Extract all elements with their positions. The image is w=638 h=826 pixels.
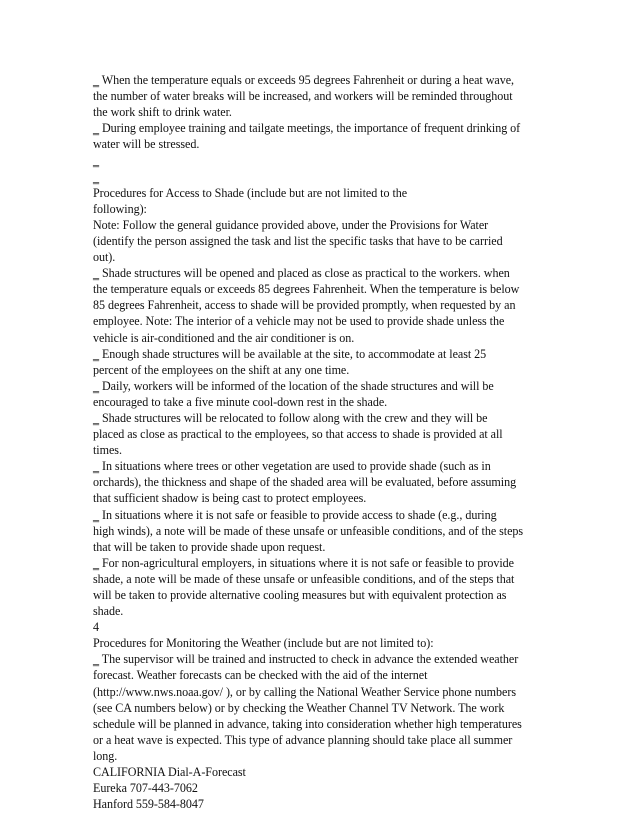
text-line: shade. xyxy=(93,604,124,619)
text-line: long. xyxy=(93,748,118,763)
text-line: ‗ xyxy=(93,153,99,168)
text-line: Eureka 707-443-7062 xyxy=(93,781,198,796)
text-line: placed as close as practical to the employees, so that access to shade is provided at all xyxy=(93,427,503,442)
text-line: Hanford 559-584-8047 xyxy=(93,797,204,812)
text-line: that will be taken to provide shade upon request. xyxy=(93,539,326,554)
text-line: ‗ The supervisor will be trained and instructed to check in advance the extended weather xyxy=(93,652,519,667)
text-line: Note: Follow the general guidance provided above, under the Provisions for Water xyxy=(93,217,489,232)
text-line: encouraged to take a five minute cool-down rest in the shade. xyxy=(93,394,388,409)
text-line: (identify the person assigned the task and list the specific tasks that have to be carried xyxy=(93,233,503,248)
text-line: 4 xyxy=(93,620,99,635)
text-line: ‗ xyxy=(93,169,99,184)
text-line: ‗ When the temperature equals or exceeds 95 degrees Fahrenheit or during a heat wave, xyxy=(93,73,514,87)
text-line: times. xyxy=(93,443,122,458)
text-line: vehicle is air-conditioned and the air conditioner is on. xyxy=(93,330,355,345)
text-line: ‗ During employee training and tailgate meetings, the importance of frequent drinking of xyxy=(93,121,521,136)
text-line: 85 degrees Fahrenheit, access to shade will be provided promptly, when requested by an xyxy=(93,298,516,313)
text-line: the work shift to drink water. xyxy=(93,105,232,120)
text-line: the number of water breaks will be increased, and workers will be reminded throughout xyxy=(93,89,513,104)
text-line: employee. Note: The interior of a vehicle may not be used to provide shade unless the xyxy=(93,314,505,329)
text-line: the temperature equals or exceeds 85 degrees Fahrenheit. When the temperature is below xyxy=(93,282,520,297)
text-line: ‗ Shade structures will be relocated to follow along with the crew and they will be xyxy=(93,410,488,425)
text-line: schedule will be planned in advance, taking into consideration whether high temperatures xyxy=(93,716,522,731)
text-line: percent of the employees on the shift at any one time. xyxy=(93,362,350,377)
text-line: following): xyxy=(93,201,147,216)
text-line: or a heat wave is expected. This type of advance planning should take place all summer xyxy=(93,732,513,747)
text-line: ‗ In situations where it is not safe or feasible to provide access to shade (e.g., during xyxy=(93,507,497,522)
text-line: shade, a note will be made of these unsafe or unfeasible conditions, and of the steps that xyxy=(93,571,515,586)
text-line: Procedures for Access to Shade (include but are not limited to the xyxy=(93,185,408,200)
text-line: (http://www.nws.noaa.gov/ ), or by calling the National Weather Service phone numbers xyxy=(93,684,516,699)
text-line: ‗ Enough shade structures will be available at the site, to accommodate at least 25 xyxy=(93,346,487,361)
text-line: ‗ For non-agricultural employers, in situations where it is not safe or feasible to provide xyxy=(93,555,514,570)
text-line: forecast. Weather forecasts can be checked with the aid of the internet xyxy=(93,668,428,683)
text-line: CALIFORNIA Dial-A-Forecast xyxy=(93,765,246,780)
text-line: high winds), a note will be made of these unsafe or unfeasible conditions, and of the steps xyxy=(93,523,524,538)
text-line: ‗ Daily, workers will be informed of the location of the shade structures and will be xyxy=(93,378,494,393)
text-line: out). xyxy=(93,250,116,265)
text-line: water will be stressed. xyxy=(93,137,200,152)
text-line: that sufficient shadow is being cast to protect employees. xyxy=(93,491,367,506)
text-line: Procedures for Monitoring the Weather (include but are not limited to): xyxy=(93,636,434,651)
text-line: ‗ Shade structures will be opened and placed as close as practical to the workers. when xyxy=(93,266,510,281)
text-line: ‗ In situations where trees or other vegetation are used to provide shade (such as in xyxy=(93,459,491,474)
text-line: orchards), the thickness and shape of the shaded area will be evaluated, before assuming xyxy=(93,475,517,490)
document-body xyxy=(93,72,553,812)
text-line: will be taken to provide alternative cooling measures but with equivalent protection as xyxy=(93,588,507,602)
text-line: (see CA numbers below) or by checking the Weather Channel TV Network. The work xyxy=(93,700,505,715)
